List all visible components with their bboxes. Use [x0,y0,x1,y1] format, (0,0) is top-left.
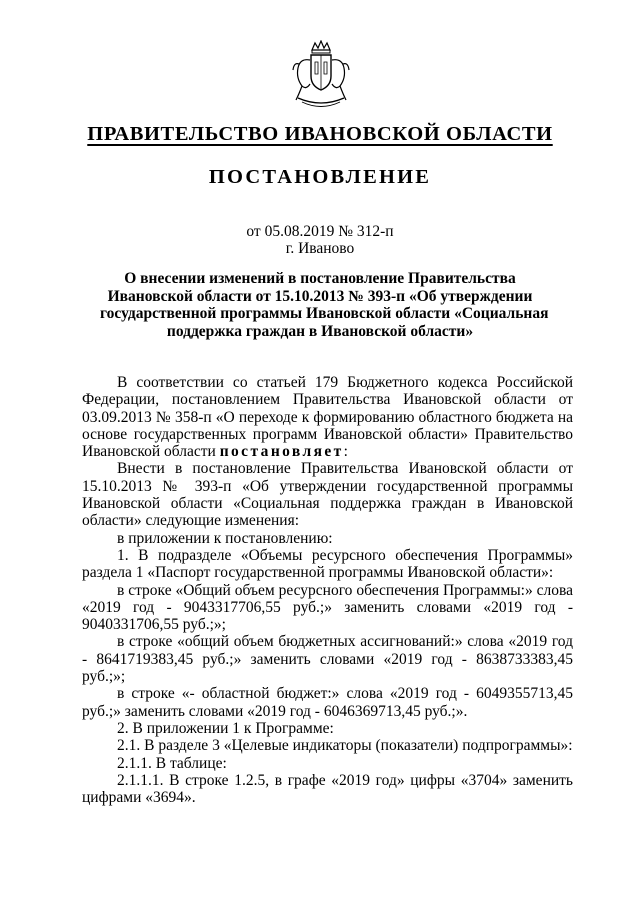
paragraph-end: : [343,443,348,461]
document-type: ПОСТАНОВЛЕНИЕ [208,166,432,188]
document-heading [100,270,549,340]
paragraph: 2.1.1. В таблице: [117,754,227,772]
paragraph: 1. В подразделе «Объемы ресурсного обеспечения Программы» раздела 1 «Паспорт государственной программы Ивановской области»: [82,546,573,582]
heading-line: О внесении изменений в постановление Правительства [124,270,516,287]
paragraph: в строке «общий объем бюджетных ассигнований:» слова «2019 год - 8641719383,45 руб.;» заменить словами «2019 год - 8638733383,45 руб.;»; [82,633,573,686]
paragraph: Внести в постановление Правительства Ивановской области от 15.10.2013 № 393-п «Об утверждении государственной программы Ивановской области «Социальная поддержка граждан в Ивановской области» следующие изменения: [82,460,573,530]
heading-line: Ивановской области от 15.10.2013 № 393-п «Об утверждении [107,287,533,305]
city: г. Иваново [285,240,355,257]
heading-line: государственной программы Ивановской области «Социальная [100,305,549,323]
government-title [0,121,640,147]
heading-line: поддержка граждан в Ивановской области» [166,322,474,340]
paragraph: 2.1.1.1. В строке 1.2.5, в графе «2019 год» цифры «3704» заменить цифрами «3694». [82,771,573,807]
paragraph: 2.1. В разделе 3 «Целевые индикаторы (показатели) подпрограммы»: [117,737,573,755]
paragraph: в приложении к постановлению: [117,529,333,547]
decree-keyword: постановляет [219,443,344,461]
paragraph: 2. В приложении 1 к Программе: [117,719,334,737]
date-number: от 05.08.2019 № 312-п [246,223,394,240]
paragraph-text: В соответствии со статьей 179 Бюджетного кодекса Российской Федерации, постановлением Правительства Ивановской области от 03.09.2013 № 358-п «О переходе к формированию областного бюджета на основе государственных программ Ивановской области» Правительство Ивановской области [82,374,573,461]
paragraph [82,374,573,460]
paragraph: в строке «- областной бюджет:» слова «2019 год - 6049355713,45 руб.;» заменить словами «2019 год - 6046369713,45 руб.;». [82,685,573,720]
coat-of-arms-icon [290,40,352,112]
paragraph: в строке «Общий объем ресурсного обеспечения Программы:» слова «2019 год - 9043317706,55 руб.;» заменить словами «2019 год - 9040331706,55 руб.;»; [82,581,573,634]
government-title-text: ПРАВИТЕЛЬСТВО ИВАНОВСКОЙ ОБЛАСТИ [87,123,553,145]
document-body [82,374,573,806]
